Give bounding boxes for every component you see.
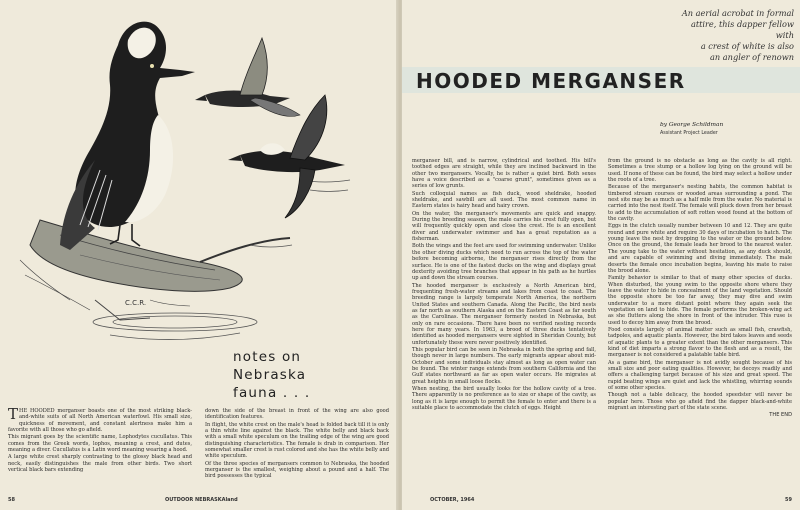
tagline-line: a crest of white is also bbox=[700, 41, 794, 51]
byline-role: Assistant Project Leader bbox=[660, 131, 718, 136]
tagline-line: attire, this dapper fellow with bbox=[690, 19, 794, 40]
notes-line-1: notes on bbox=[233, 349, 302, 365]
paragraph: The hooded merganser is exclusively a North American bird, frequenting fresh-water streams and lakes from coast to coast. The breeding range is largely temperate North America, the northern United States and southern Canada. Along the Pacific, the bird nests as far north as southern Alaska and on the Eastern Coast as far south as the Carolinas. The merganser formerly nested in Nebraska, but only on rare occasions. There have been no verified nesting records here for many years. In 1963, a brood of three ducks tentatively identified as hooded mergansers were sighted in Sheridan County, but unfortunately these were never positively identified. bbox=[412, 282, 596, 346]
tagline-line: an angler of renown bbox=[710, 52, 794, 62]
paragraph: Because of the merganser's nesting habits, the common habitat is timbered stream courses or wooded areas surrounding a pond. The nest site may be as much as a half mile from the water. No material is carried into the nest itself. The female will pluck down from her breast to add to the accumulation of soft rotten wood found at the bottom of the cavity. bbox=[608, 184, 792, 223]
paragraph: This migrant goes by the scientific name, Lophodytes cucullatus. This comes from the Greek words, lophos, meaning a crest, and dutes, meaning a diver. Cucullatus is a Latin word meaning wearing a hood. bbox=[8, 434, 192, 454]
paragraph: Of the three species of mergansers common to Nebraska, the hooded merganser is the smallest, weighing about a pound and a half. The bird possesses the typical bbox=[205, 460, 389, 480]
issue-date: OCTOBER, 1964 bbox=[430, 497, 475, 503]
paragraph: from the ground is no obstacle as long as the cavity is all right. Sometimes a tree stump or a hollow log lying on the ground will be used. If none of these can be found, the bird may select a hollow under the roots of a tree. bbox=[608, 158, 792, 184]
byline: by George Schildman bbox=[660, 122, 724, 128]
paragraph: This popular bird can be seen in Nebraska in both the spring and fall, though never in large numbers. The early migrants appear about mid-October and some individuals stay almost as long as open water can be found. The winter range extends from southern California and the Gulf states northward as far as open water occurs. He migrates at great heights in small loose flocks. bbox=[412, 346, 596, 385]
paragraph: As a game bird, the merganser is not avidly sought because of his small size and poor eating qualities. However, he decoys readily and offers a challenging target because of his size and great speed. The rapid beating wings are quiet and lack the whistling, whirring sounds of some other species. bbox=[608, 359, 792, 392]
right-page bbox=[402, 0, 800, 510]
paragraph: In flight, the white crest on the male's head is folded back till it is only a thin white line against the black. The white belly and black back with a small white speculum on the trailing edge of the wing are good distinguishing characteristics. The female is drab in comparison. Her somewhat smaller crest is rust colored and she has the white belly and white speculum. bbox=[205, 421, 389, 460]
notes-line-2: Nebraska bbox=[233, 367, 307, 383]
paragraph: Eggs in the clutch usually number between 10 and 12. They are quite round and pure white and require 30 days of incubation to hatch. The young leave the nest by dropping to the water or the ground below. Once on the ground, the female leads her brood to the nearest water. The young take to the water without hesitation, as any duck should, and are capable of swimming and diving immediately. The male deserts the female once incubation begins, leaving his mate to raise the brood alone. bbox=[608, 223, 792, 274]
paragraph: Though not a table delicacy, the hooded speedster will never be popular here. Those who go afield find the dapper black-and-white migrant an interesting part of the state scene. bbox=[608, 392, 792, 412]
page-number-left: 58 bbox=[8, 497, 15, 503]
paragraph: When nesting, the bird usually looks for the hollow cavity of a tree. There apparently is no preference as to size or shape of the cavity, as long as it is large enough to permit the female to enter and there is a suitable place to accommodate the clutch of eggs. Height bbox=[412, 386, 596, 412]
paragraph: Food consists largely of animal matter such as small fish, crawfish, tadpoles, and aquatic plants. However, the bird takes leaves and seeds of aquatic plants to a greater extent than the other mergansers. This kind of diet imparts a strong flavor to the flesh and as a result, the merganser is not considered a palatable table bird. bbox=[608, 326, 792, 359]
drop-cap: T bbox=[8, 405, 19, 423]
notes-heading bbox=[233, 348, 373, 402]
left-page bbox=[0, 0, 398, 510]
left-column-2 bbox=[205, 408, 389, 481]
the-end: THE END bbox=[769, 412, 792, 419]
paragraph: Such colloquial names as fish duck, wood sheldrake, hooded sheldrake, and sawbill are all used. The most common name in Eastern states is hairy head and hairy crown. bbox=[412, 190, 596, 210]
paragraph: HE HOODED merganser boasts one of the most striking black-and-white suits of all North American waterfowl. His small size, quickness of movement, and constant alertness make him a favorite with all those who go afield. bbox=[8, 408, 192, 434]
notes-line-3: fauna . . . bbox=[233, 385, 311, 401]
flying-merganser-1 bbox=[195, 38, 300, 116]
magazine-name: OUTDOOR NEBRASKAland bbox=[165, 497, 238, 503]
merganser-illustration bbox=[0, 0, 398, 345]
left-column-1 bbox=[8, 405, 192, 474]
right-column-1 bbox=[412, 158, 596, 412]
paragraph: down the side of the breast in front of the wing are also good identification features. bbox=[205, 408, 389, 421]
artist-signature: C.C.R. bbox=[125, 299, 147, 307]
page-number-right: 59 bbox=[785, 497, 792, 503]
article-tagline bbox=[672, 8, 794, 63]
paragraph: Family behavior is similar to that of many other species of ducks. When disturbed, the young swim to the opposite shore where they leave the water to hide in concealment of the land vegetation. Should the opposite shore be too far away, they may dive and swim underwater to a more distant point where they again seek the vegetation on land to hide. The female performs the broken-wing act as she flutters along the shore in front of the intruder. This ruse is used to decoy him away from the brood. bbox=[608, 275, 792, 326]
tagline-line: An aerial acrobat in formal bbox=[681, 8, 794, 18]
right-column-2 bbox=[608, 158, 792, 419]
paragraph: Both the wings and the feet are used for swimming underwater. Unlike the other diving ducks which need to run across the top of the water before becoming airborne, the merganser rises directly from the surface. He is one of the fastest ducks on the wing and displays great dexterity avoiding tree branches that appear in his path as he hurtles up and down the stream courses. bbox=[412, 243, 596, 282]
article-title: HOODED MERGANSER bbox=[416, 69, 686, 93]
paragraph: A large white crest sharply contrasting to the glossy black head and neck, easily distinguishes the male from other birds. Two short vertical black bars extending bbox=[8, 454, 192, 474]
paragraph: merganser bill, and is narrow, cylindrical and toothed. His bill's toothed edges are straight, while they are inclined backward in the other two mergansers. Vocally, he is rather a quiet bird. Both sexes have a voice described as a "coarse grunt", sometimes given as a series of low grunts. bbox=[412, 158, 596, 190]
paragraph: On the water, the merganser's movements are quick and snappy. During the breeding season, the male carries his crest fully open, but will frequently quickly open and close the crest. He is an excellent diver and underwater swimmer and has a great reputation as a fisherman. bbox=[412, 210, 596, 243]
